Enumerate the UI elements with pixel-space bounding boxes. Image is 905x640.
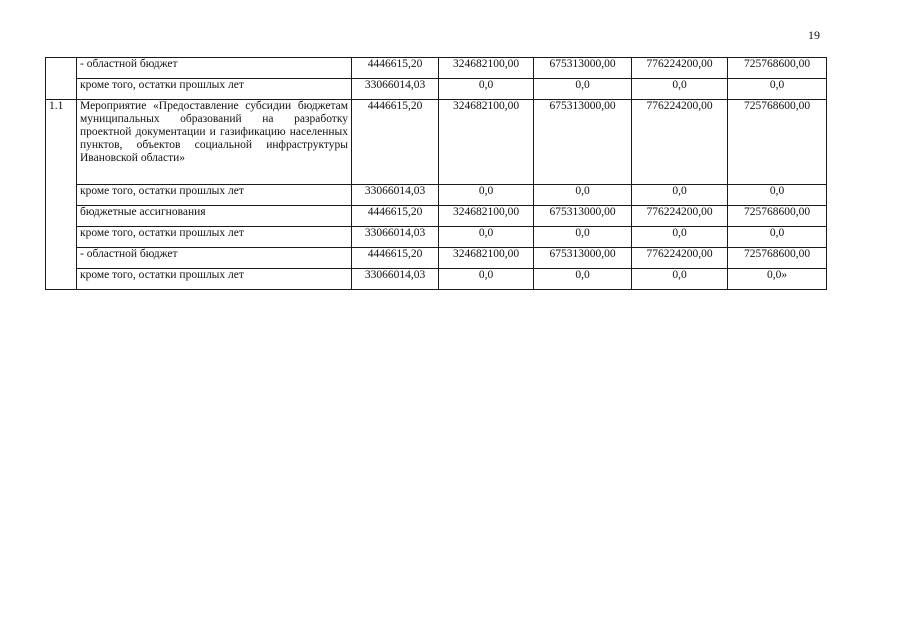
value-cell: 0,0 xyxy=(632,269,728,290)
value-cell: 675313000,00 xyxy=(534,100,632,185)
budget-table xyxy=(45,57,827,290)
row-label: бюджетные ассигнования xyxy=(77,206,352,227)
value-cell: 776224200,00 xyxy=(632,206,728,227)
table-row xyxy=(46,227,827,248)
value-cell: 324682100,00 xyxy=(439,206,534,227)
row-label: кроме того, остатки прошлых лет xyxy=(77,227,352,248)
value-cell: 0,0 xyxy=(534,185,632,206)
value-cell: 0,0» xyxy=(728,269,827,290)
value-cell: 324682100,00 xyxy=(439,100,534,185)
table-row xyxy=(46,269,827,290)
value-cell: 0,0 xyxy=(632,79,728,100)
value-cell: 0,0 xyxy=(728,227,827,248)
value-cell: 0,0 xyxy=(439,269,534,290)
value-cell: 725768600,00 xyxy=(728,100,827,185)
value-cell: 4446615,20 xyxy=(352,248,439,269)
page-number: 19 xyxy=(808,28,820,42)
value-cell: 0,0 xyxy=(728,79,827,100)
value-cell: 33066014,03 xyxy=(352,269,439,290)
value-cell: 0,0 xyxy=(632,227,728,248)
table-row xyxy=(46,58,827,79)
value-cell: 776224200,00 xyxy=(632,248,728,269)
value-cell: 675313000,00 xyxy=(534,206,632,227)
value-cell: 0,0 xyxy=(632,185,728,206)
table-row xyxy=(46,79,827,100)
row-label: Мероприятие «Предоставление субсидии бюджетам муниципальных образований на разработку проектной документации и газификацию населенных пунктов, объектов социальной инфраструктуры Ивановской области» xyxy=(77,100,352,185)
value-cell: 0,0 xyxy=(728,185,827,206)
value-cell: 33066014,03 xyxy=(352,79,439,100)
value-cell: 725768600,00 xyxy=(728,206,827,227)
table-row xyxy=(46,100,827,185)
value-cell: 0,0 xyxy=(439,185,534,206)
value-cell: 0,0 xyxy=(534,79,632,100)
value-cell: 675313000,00 xyxy=(534,248,632,269)
value-cell: 0,0 xyxy=(534,227,632,248)
value-cell: 33066014,03 xyxy=(352,185,439,206)
row-label: - областной бюджет xyxy=(77,58,352,79)
value-cell: 324682100,00 xyxy=(439,248,534,269)
table-row xyxy=(46,248,827,269)
value-cell: 324682100,00 xyxy=(439,58,534,79)
table-row xyxy=(46,185,827,206)
value-cell: 0,0 xyxy=(534,269,632,290)
row-label: кроме того, остатки прошлых лет xyxy=(77,185,352,206)
value-cell: 4446615,20 xyxy=(352,100,439,185)
row-label: кроме того, остатки прошлых лет xyxy=(77,269,352,290)
row-number-cell: 1.1 xyxy=(46,100,77,290)
row-label: кроме того, остатки прошлых лет xyxy=(77,79,352,100)
table-row xyxy=(46,206,827,227)
value-cell: 0,0 xyxy=(439,79,534,100)
value-cell: 725768600,00 xyxy=(728,58,827,79)
value-cell: 4446615,20 xyxy=(352,206,439,227)
value-cell: 33066014,03 xyxy=(352,227,439,248)
row-label: - областной бюджет xyxy=(77,248,352,269)
value-cell: 776224200,00 xyxy=(632,58,728,79)
value-cell: 725768600,00 xyxy=(728,248,827,269)
value-cell: 4446615,20 xyxy=(352,58,439,79)
value-cell: 675313000,00 xyxy=(534,58,632,79)
value-cell: 0,0 xyxy=(439,227,534,248)
row-number-cell xyxy=(46,58,77,100)
value-cell: 776224200,00 xyxy=(632,100,728,185)
